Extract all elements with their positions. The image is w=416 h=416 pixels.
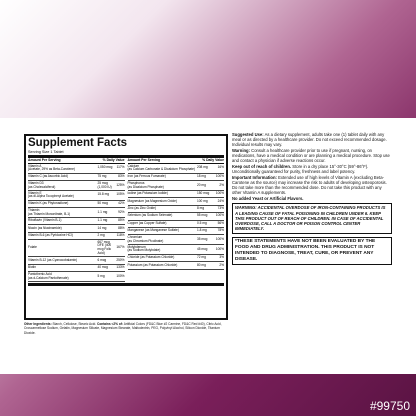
nutrient-dv: 250% [116, 257, 125, 262]
important-text: Extended use of high levels of Vitamin A (excluding Beta-Carotene as the source) may increase the risk to adults of developing osteoporosis. Do not take more than the recommended dose. Do not take this product with any other Vitamin A supplements. [232, 174, 387, 196]
nutrient-name [28, 192, 98, 200]
nutrient-dv: 133% [116, 265, 125, 270]
nutrient-name-text: Chromium [127, 234, 143, 239]
product-label [0, 118, 416, 374]
nutrient-name [28, 209, 98, 217]
nutrient-name [128, 207, 198, 211]
nutrient-name [128, 236, 198, 244]
nutrient-name-text: Biotin [28, 265, 36, 270]
nutrient-name-text: Niacin (as Niacinamide) [28, 225, 62, 230]
important-paragraph [232, 175, 392, 196]
nutrient-name [28, 266, 98, 270]
nutrient-name [28, 165, 98, 173]
nutrient-source: (as Sodium Molybdate) [127, 248, 161, 253]
contains-text: Artificial Colors (FD&C Blue #2 Carmine, FD&C Red #40), Citric Acid, Croscarmellose Sodium, Gelatin, Magnesium Silicate, Magnesium Stearate, Maltodextrin, PEG, Polyvinyl Alcohol, Silicon Dioxide, Titanium Dioxide. [24, 322, 222, 335]
nutrient-row [128, 221, 225, 228]
fda-statement-box: *THESE STATEMENTS HAVE NOT BEEN EVALUATED BY THE FOOD AND DRUG ADMINISTRATION. THIS PRODUCT IS NOT INTENDED TO DIAGNOSE, TREAT, CURE, OR PREVENT ANY DISEASE. [232, 237, 392, 265]
nutrient-amount: 5 mg [97, 273, 105, 278]
nutrient-row [28, 181, 125, 191]
nutrient-name-text: Zinc (as Zinc Oxide) [127, 206, 157, 211]
supplement-facts-title: Supplement Facts [28, 137, 128, 149]
nutrient-source: (as Dicalcium Phosphate) [127, 184, 164, 189]
nutrient-name-text: Chloride (as Potassium Chloride) [127, 255, 175, 260]
nutrient-dv: 78% [217, 228, 224, 233]
nutrient-amount: 40 mcg [97, 265, 108, 270]
nutrient-dv: 100% [116, 273, 125, 278]
nutrient-name-text: Riboflavin (Vitamin B-1) [28, 218, 62, 223]
nutrient-source: (as Cholecalciferol) [28, 184, 56, 189]
nutrient-dv: 24% [217, 198, 224, 203]
nutrient-row [128, 262, 225, 269]
nutrient-amount: 667 mcg DFE (400 mcg Folic Acid) [97, 239, 112, 256]
nutrient-name [28, 246, 98, 250]
nutrient-column-left [28, 158, 125, 282]
nutrient-source: (as d-Calcium Pantothenate) [28, 275, 69, 280]
nutrient-name [28, 175, 98, 179]
nutrient-source: (as dl-Alpha Tocopheryl Acetate) [28, 194, 74, 199]
nutrient-dv: 100% [215, 174, 224, 179]
nutrient-dv: 105% [116, 192, 125, 197]
keep-out-text: Store in a dry place 15°-30°C (59°-86°F). Unconditionally guaranteed for purity, freshness and label potency. [232, 164, 369, 175]
nutrient-amount: 45 mcg [197, 246, 208, 251]
nutrient-name-text: Selenium (as Sodium Selenate) [127, 213, 173, 218]
amount-header: Amount Per Serving [28, 158, 61, 162]
nutrient-amount: 1.1 mg [97, 218, 108, 223]
nutrient-name [28, 227, 98, 231]
keep-out-label: Keep out of reach of children. [232, 164, 292, 169]
iron-warning-box: WARNING: ACCIDENTAL OVERDOSE OF IRON-CONTAINING PRODUCTS IS A LEADING CAUSE OF FATAL POISONING IN CHILDREN UNDER 6. KEEP THIS PRODUCT OUT OF REACH OF CHILDREN. IN CASE OF ACCIDENTAL OVERDOSE, CALL A DOCTOR OR POISON CONTROL CENTER IMMEDIATELY. [232, 203, 392, 233]
nutrient-amount: 15.8 mg [97, 192, 110, 197]
nutrient-dv: 88% [118, 225, 125, 230]
nutrient-amount: 6 mcg [97, 257, 107, 262]
nutrient-source: (as Chromium Picolinate) [127, 238, 164, 243]
dv-header: % Daily Value [102, 158, 125, 162]
nutrient-name-text: Molybdenum [127, 244, 146, 249]
nutrient-row [128, 191, 225, 198]
nutrient-name [128, 200, 198, 204]
other-ingredients-text: Starch, Cellulose, Stearic Acid. [52, 322, 97, 326]
nutrient-name-text: Vitamin C (as Ascorbic Acid) [28, 174, 68, 179]
nutrient-name-text: Copper (as Copper Sulfate) [127, 220, 167, 225]
nutrient-amount: 1,050 mcg [97, 165, 113, 170]
nutrient-amount: 50 mcg [97, 201, 108, 206]
bottom-rule [28, 283, 224, 286]
other-ingredients-label: Other Ingredients: [24, 322, 52, 326]
nutrient-dv: 2% [219, 262, 224, 267]
nutrient-amount: 1.1 mg [97, 209, 108, 214]
nutrient-name [128, 264, 198, 268]
nutrient-name-text: Iron (as Ferrous Fumarate) [127, 174, 166, 179]
nutrient-name-text: Iodine (as Potassium Iodide) [127, 191, 168, 196]
nutrient-name [128, 175, 198, 179]
nutrient-name-text: Vitamin E [28, 190, 42, 195]
nutrient-row [28, 272, 125, 282]
amount-header: Amount Per Serving [127, 158, 161, 162]
nutrient-row [128, 181, 225, 191]
nutrient-dv: 92% [118, 209, 125, 214]
nutrient-name-text: Manganese (as Manganese Sulfate) [127, 228, 179, 233]
nutrient-name-text: Vitamin K (as Phytonadione) [28, 201, 69, 206]
nutrient-dv: 83% [118, 174, 125, 179]
nutrient-amount: 35 mcg [197, 236, 208, 241]
nutrient-amount: 55 mcg [197, 213, 208, 218]
nutrient-name [128, 192, 198, 196]
nutrient-rows-left [28, 164, 125, 282]
nutrient-dv: 167% [116, 245, 125, 250]
no-yeast-note: No added Yeast or Artificial Flavors. [232, 196, 304, 201]
nutrient-amount: 150 mcg [197, 191, 210, 196]
nutrient-dv: 3% [219, 255, 224, 260]
nutrient-amount: 0.5 mg [197, 220, 207, 225]
nutrient-amount: 75 mg [97, 174, 107, 179]
nutrient-row [28, 208, 125, 218]
nutrient-dv: 85% [118, 218, 125, 223]
nutrient-amount: 208 mg [197, 165, 208, 170]
important-label: Important Information: [232, 174, 277, 180]
nutrient-name [128, 165, 198, 173]
nutrient-dv: 118% [116, 232, 125, 237]
nutrient-name-text: Folate [28, 245, 37, 250]
nutrient-dv: 100% [215, 236, 224, 241]
nutrient-name [128, 222, 198, 226]
nutrient-amount: 18 mg [197, 174, 206, 179]
nutrient-dv: 56% [217, 220, 224, 225]
nutrient-name [128, 229, 198, 233]
nutrient-row [128, 245, 225, 255]
supplement-facts-panel [24, 134, 228, 320]
nutrient-row [28, 257, 125, 264]
nutrient-row [128, 255, 225, 262]
nutrient-name [128, 246, 198, 254]
nutrient-dv: 73% [217, 206, 224, 211]
nutrient-name [28, 202, 98, 206]
nutrient-name-text: Thiamin [28, 207, 40, 212]
nutrient-amount: 1.8 mg [197, 228, 207, 233]
nutrient-name [28, 259, 98, 263]
nutrient-row [128, 213, 225, 220]
nutrient-amount: 20 mg [197, 182, 206, 187]
serving-size: Serving Size 1 Tablet [28, 150, 224, 158]
nutrient-columns [28, 158, 224, 282]
warning-paragraph [232, 148, 392, 164]
nutrient-name-text: Vitamin A [28, 163, 42, 168]
nutrient-rows-right [128, 164, 225, 270]
nutrient-row [28, 240, 125, 257]
directions-panel [232, 132, 392, 265]
item-number: #99750 [369, 399, 410, 413]
nutrient-row [128, 198, 225, 205]
nutrient-dv: 100% [215, 191, 224, 196]
nutrient-dv: 100% [215, 213, 224, 218]
nutrient-amount: 8 mg [197, 206, 205, 211]
nutrient-row [128, 206, 225, 213]
nutrient-dv: 2% [219, 182, 224, 187]
nutrient-amount: 80 mg [197, 262, 206, 267]
nutrient-name-text: Phosphorus [127, 180, 145, 185]
nutrient-source: (as Thiamin Mononitrate, B-1) [28, 211, 71, 216]
nutrient-name [28, 219, 98, 223]
nutrient-dv: 100% [215, 246, 224, 251]
nutrient-name [28, 182, 98, 190]
keep-out-paragraph [232, 164, 392, 174]
warning-label: Warning: [232, 148, 250, 153]
nutrient-column-right [128, 158, 225, 282]
nutrient-row [28, 201, 125, 208]
nutrient-name-text: Vitamin D3 [28, 180, 44, 185]
other-ingredients [24, 322, 229, 335]
nutrient-row [28, 225, 125, 232]
nutrient-dv: 125% [116, 182, 125, 187]
nutrient-name-text: Potassium (as Potassium Chloride) [127, 262, 178, 267]
nutrient-dv: 117% [116, 165, 125, 170]
suggested-use-label: Suggested Use: [232, 132, 264, 137]
nutrient-amount: 72 mg [197, 255, 206, 260]
nutrient-name [28, 234, 98, 238]
nutrient-name-text: Pantothenic Acid [28, 271, 52, 276]
nutrient-name [28, 273, 98, 281]
nutrient-dv: 16% [217, 165, 224, 170]
suggested-use-text: As a dietary supplement, adults take one (1) tablet daily with any meal or as directed by a healthcare provider. Do not exceed recommended dosage. Individual results may vary. [232, 132, 387, 148]
nutrient-source: (as Calcium Carbonate & Dicalcium Phosphate) [127, 167, 195, 172]
nutrient-row [28, 164, 125, 174]
nutrient-name [128, 182, 198, 190]
suggested-use [232, 132, 392, 148]
nutrient-source: (Acetate, 29% as Beta-Carotene) [28, 167, 75, 172]
nutrient-name-text: Magnesium (as Magnesium Oxide) [127, 198, 177, 203]
nutrient-row [128, 164, 225, 174]
nutrient-row [28, 191, 125, 201]
nutrient-name [128, 214, 198, 218]
contains-label: Contains <2% of: [97, 322, 123, 326]
nutrient-dv: 42% [118, 201, 125, 206]
nutrient-row [28, 233, 125, 240]
nutrient-row [128, 235, 225, 245]
nutrient-amount: 100 mg [197, 198, 208, 203]
nutrient-amount: 25 mcg (1,000 IU) [97, 180, 112, 189]
nutrient-name-text: Vitamin B-12 (as Cyanocobalamin) [28, 257, 78, 262]
nutrient-name-text: Vitamin B-6 (as Pyridoxine HCl) [28, 232, 73, 237]
nutrient-name-text: Calcium [127, 163, 140, 168]
nutrient-row [28, 218, 125, 225]
warning-text: Consult a healthcare provider prior to use if pregnant, nursing, on medications, have a medical condition or are planning a medical procedure. Stop use and contact a physician if adverse reactions occur. [232, 148, 390, 164]
nutrient-amount: 14 mg [97, 225, 107, 230]
nutrient-amount: 2 mg [97, 232, 105, 237]
nutrient-name [128, 256, 198, 260]
dv-header: % Daily Value [202, 158, 224, 162]
